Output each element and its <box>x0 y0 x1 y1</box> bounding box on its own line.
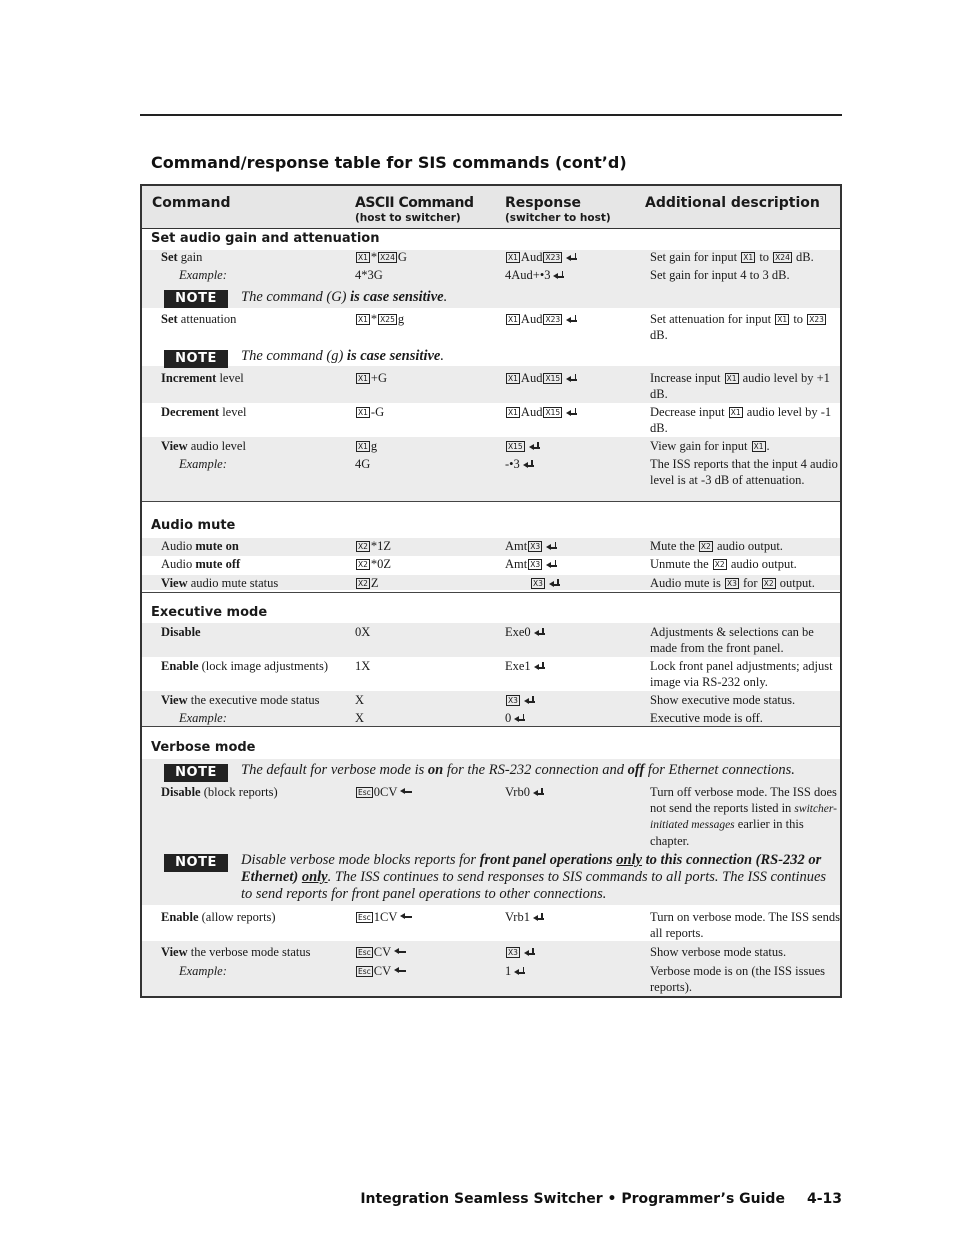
row-vb-view-response: X3 <box>505 945 535 961</box>
page-number: 4-13 <box>806 1191 842 1207</box>
row-mute-off-command: Audio mute off <box>161 557 241 571</box>
left-arrow-icon <box>400 913 412 921</box>
section-divider <box>142 592 840 593</box>
return-icon <box>566 315 577 324</box>
header-description: Additional description <box>645 195 820 211</box>
footer-guide-title: Integration Seamless Switcher • Programmer’s Guide <box>360 1191 785 1207</box>
section-divider <box>142 501 840 502</box>
row-view-level-example-cmd: 4G <box>355 457 371 471</box>
row-set-atten-response: X1 Aud X23 <box>505 312 577 328</box>
note-badge: NOTE <box>164 854 228 872</box>
row-mute-on-command: Audio mute on <box>161 539 239 553</box>
row-mute-on-ascii: X2 *1Z <box>358 539 392 553</box>
page-title: Command/response table for SIS commands (cont’d) <box>151 153 627 172</box>
row-view-level-example-label: Example: <box>179 457 227 471</box>
row-decrement-response: X1 Aud X15 <box>505 405 577 421</box>
note-badge: NOTE <box>164 350 228 368</box>
note-gain-case: The command (G) is case sensitive. <box>241 289 448 305</box>
row-view-level-desc: View gain for input X1 . <box>650 439 770 453</box>
row-exec-enable-ascii: 1X <box>355 659 371 673</box>
row-exec-example-cmd: X <box>355 711 365 725</box>
row-mute-off-ascii: X2 *0Z <box>358 557 392 571</box>
row-vb-enable-ascii: Esc 1CV <box>355 910 412 926</box>
row-decrement-desc: Decrease input X1 audio level by -1 dB. <box>650 405 832 435</box>
left-arrow-icon <box>394 948 406 956</box>
note-atten-case: The command (g) is case sensitive. <box>241 348 444 364</box>
row-set-gain-example-label: Example: <box>179 268 227 282</box>
row-vb-enable-command: Enable (allow reports) <box>161 910 276 924</box>
row-mute-off-response: Amt X3 <box>505 557 557 573</box>
section-exec: Executive mode <box>151 605 268 620</box>
row-decrement-ascii: X1 -G <box>358 405 385 419</box>
row-vb-view-command: View the verbose mode status <box>161 945 311 959</box>
row-increment-desc: Increase input X1 audio level by +1 dB. <box>650 371 830 401</box>
row-vb-disable-command: Disable (block reports) <box>161 785 278 799</box>
page-footer <box>360 1191 842 1207</box>
row-exec-example-desc: Executive mode is off. <box>650 711 763 725</box>
row-exec-view-response: X3 <box>505 693 535 709</box>
header-response: Response <box>505 195 582 211</box>
left-arrow-icon <box>394 967 406 975</box>
row-vb-disable-desc: Turn off verbose mode. The ISS does not send the reports listed in switcher-initiated messages earlier in this chapter. <box>650 785 837 848</box>
row-exec-disable-desc: Adjustments & selections can be made from the front panel. <box>650 625 814 655</box>
return-icon <box>546 542 557 551</box>
row-view-level-example-desc: The ISS reports that the input 4 audio level is at -3 dB of attenuation. <box>650 457 838 487</box>
return-icon <box>546 560 557 569</box>
row-decrement-command: Decrement level <box>161 405 247 419</box>
row-view-level-command: View audio level <box>161 439 246 453</box>
header-response-sub: (switcher to host) <box>505 212 611 224</box>
note-verbose-disable: Disable verbose mode blocks reports for front panel operations only to this connection (RS-232 or Ethernet) only. The ISS continues to send responses to SIS commands to all ports. The ISS continues to send reports for front panel operations to other connections. <box>241 852 827 902</box>
row-mute-off-desc: Unmute the X2 audio output. <box>650 557 797 571</box>
row-set-gain-example-resp: 4Aud+•3 <box>505 268 564 284</box>
return-icon <box>566 374 577 383</box>
return-icon <box>566 408 577 417</box>
row-vb-example-label: Example: <box>179 964 227 978</box>
return-icon <box>523 460 534 469</box>
header-ascii-sub: (host to switcher) <box>355 212 461 224</box>
row-exec-view-command: View the executive mode status <box>161 693 320 707</box>
note-badge: NOTE <box>164 764 228 782</box>
return-icon <box>524 696 535 705</box>
row-mute-view-response: X3 <box>530 576 560 592</box>
row-exec-view-ascii: X <box>355 693 365 707</box>
return-icon <box>553 271 564 280</box>
row-view-level-example-resp: -•3 <box>505 457 534 473</box>
row-vb-enable-desc: Turn on verbose mode. The ISS sends all reports. <box>650 910 840 940</box>
header-command: Command <box>152 195 231 211</box>
row-set-atten-command: Set attenuation <box>161 312 237 326</box>
row-vb-disable-response: Vrb0 <box>505 785 544 801</box>
row-exec-view-desc: Show executive mode status. <box>650 693 796 707</box>
row-exec-disable-command: Disable <box>161 625 201 639</box>
row-vb-view-ascii: Esc CV <box>355 945 406 961</box>
row-vb-disable-ascii: Esc 0CV <box>355 785 412 801</box>
row-vb-example-cmd: Esc CV <box>355 964 406 980</box>
row-vb-view-desc: Show verbose mode status. <box>650 945 787 959</box>
row-increment-response: X1 Aud X15 <box>505 371 577 387</box>
row-view-level-response: X15 <box>505 439 540 455</box>
row-exec-enable-desc: Lock front panel adjustments; adjust image via RS-232 only. <box>650 659 833 689</box>
row-mute-on-response: Amt X3 <box>505 539 557 555</box>
row-exec-disable-ascii: 0X <box>355 625 371 639</box>
return-icon <box>566 253 577 262</box>
row-set-gain-desc: Set gain for input X1 to X24 dB. <box>650 250 814 264</box>
section-gain: Set audio gain and attenuation <box>151 231 380 246</box>
row-exec-example-label: Example: <box>179 711 227 725</box>
left-arrow-icon <box>400 788 412 796</box>
row-set-atten-ascii: X1 * X25 g <box>358 312 405 326</box>
row-set-gain-response: X1 Aud X23 <box>505 250 577 266</box>
return-icon <box>529 442 540 451</box>
row-exec-enable-response: Exe1 <box>505 659 545 675</box>
note-verbose-default: The default for verbose mode is on for the RS-232 connection and off for Ethernet connections. <box>241 762 795 778</box>
row-set-gain-example-desc: Set gain for input 4 to 3 dB. <box>650 268 790 282</box>
section-mute: Audio mute <box>151 518 236 533</box>
row-set-gain-ascii: X1 * X24 G <box>358 250 407 264</box>
return-icon <box>533 913 544 922</box>
command-table <box>140 184 842 998</box>
return-icon <box>533 788 544 797</box>
return-icon <box>514 967 525 976</box>
row-exec-enable-command: Enable (lock image adjustments) <box>161 659 328 673</box>
top-rule <box>140 114 842 116</box>
table-header <box>142 186 840 229</box>
row-vb-example-desc: Verbose mode is on (the ISS issues reports). <box>650 964 825 994</box>
row-increment-ascii: X1 +G <box>358 371 387 385</box>
note-badge: NOTE <box>164 290 228 308</box>
return-icon <box>514 714 525 723</box>
return-icon <box>534 628 545 637</box>
row-set-gain-example-cmd: 4*3G <box>355 268 383 282</box>
return-icon <box>524 948 535 957</box>
row-vb-enable-response: Vrb1 <box>505 910 544 926</box>
row-mute-view-ascii: X2 Z <box>358 576 379 590</box>
row-set-gain-command: Set gain <box>161 250 203 264</box>
row-view-level-ascii: X1 g <box>358 439 378 453</box>
return-icon <box>534 662 545 671</box>
row-increment-command: Increment level <box>161 371 244 385</box>
row-mute-view-command: View audio mute status <box>161 576 279 590</box>
row-exec-example-resp: 0 <box>505 711 525 727</box>
row-mute-view-desc: Audio mute is X3 for X2 output. <box>650 576 815 590</box>
section-verbose: Verbose mode <box>151 740 256 755</box>
header-ascii: ASCII Command <box>355 195 474 211</box>
return-icon <box>549 579 560 588</box>
row-mute-on-desc: Mute the X2 audio output. <box>650 539 783 553</box>
row-exec-disable-response: Exe0 <box>505 625 545 641</box>
row-set-atten-desc: Set attenuation for input X1 to X23 dB. <box>650 312 824 342</box>
row-vb-example-resp: 1 <box>505 964 525 980</box>
